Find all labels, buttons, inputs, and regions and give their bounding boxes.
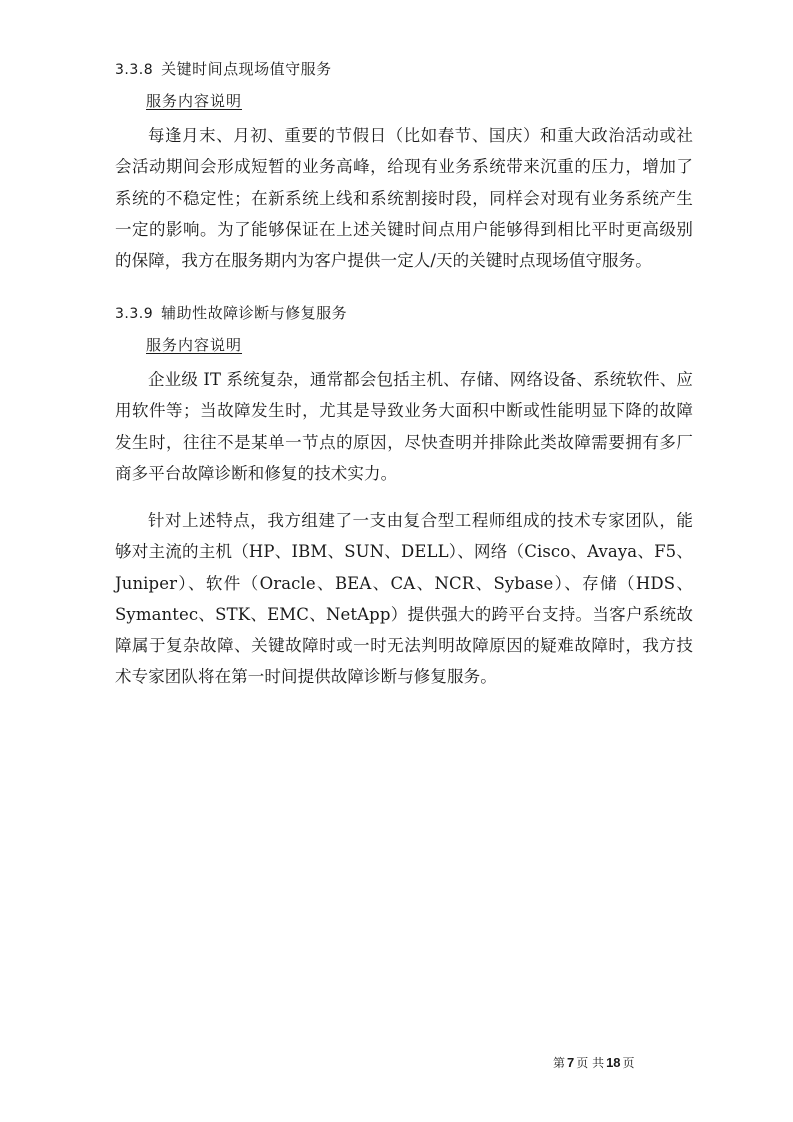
footer-middle: 页 共 bbox=[576, 1056, 605, 1070]
subheading-service-description: 服务内容说明 bbox=[146, 92, 243, 110]
paragraph: 每逢月末、月初、重要的节假日（比如春节、国庆）和重大政治活动或社会活动期间会形成短暂的业务高峰，给现有业务系统带来沉重的压力，增加了系统的不稳定性；在新系统上线和系统割接时段，同样会对现有业务系统产生一定的影响。为了能够保证在上述关键时间点用户能够得到相比平时更高级别的保障，我方在服务期内为客户提供一定人/天的关键时点现场值守服务。 bbox=[115, 126, 693, 271]
section-heading-3-3-9 bbox=[115, 303, 347, 324]
paragraph: 企业级 IT 系统复杂，通常都会包括主机、存储、网络设备、系统软件、应用软件等；当故障发生时，尤其是导致业务大面积中断或性能明显下降的故障发生时，往往不是某单一节点的原因，尽快查明并排除此类故障需要拥有多厂商多平台故障诊断和修复的技术实力。 bbox=[115, 370, 693, 483]
page-number: 7 bbox=[567, 1055, 575, 1070]
section-title: 关键时间点现场值守服务 bbox=[161, 60, 332, 78]
section-heading-3-3-8 bbox=[115, 59, 332, 80]
page-footer bbox=[553, 1055, 635, 1071]
footer-prefix: 第 bbox=[553, 1056, 566, 1070]
paragraph: 针对上述特点，我方组建了一支由复合型工程师组成的技术专家团队，能够对主流的主机（HP、IBM、SUN、DELL）、网络（Cisco、Avaya、F5、Juniper）、软件（Oracle、BEA、CA、NCR、Sybase）、存储（HDS、Symantec、STK、EMC、NetApp）提供强大的跨平台支持。当客户系统故障属于复杂故障、关键故障时或一时无法判明故障原因的疑难故障时，我方技术专家团队将在第一时间提供故障诊断与修复服务。 bbox=[115, 511, 693, 687]
subheading-service-description: 服务内容说明 bbox=[146, 336, 243, 354]
footer-suffix: 页 bbox=[622, 1056, 635, 1070]
section-number: 3.3.8 bbox=[115, 62, 154, 78]
section-number: 3.3.9 bbox=[115, 306, 154, 322]
total-pages: 18 bbox=[606, 1055, 621, 1070]
section-title: 辅助性故障诊断与修复服务 bbox=[161, 304, 348, 322]
